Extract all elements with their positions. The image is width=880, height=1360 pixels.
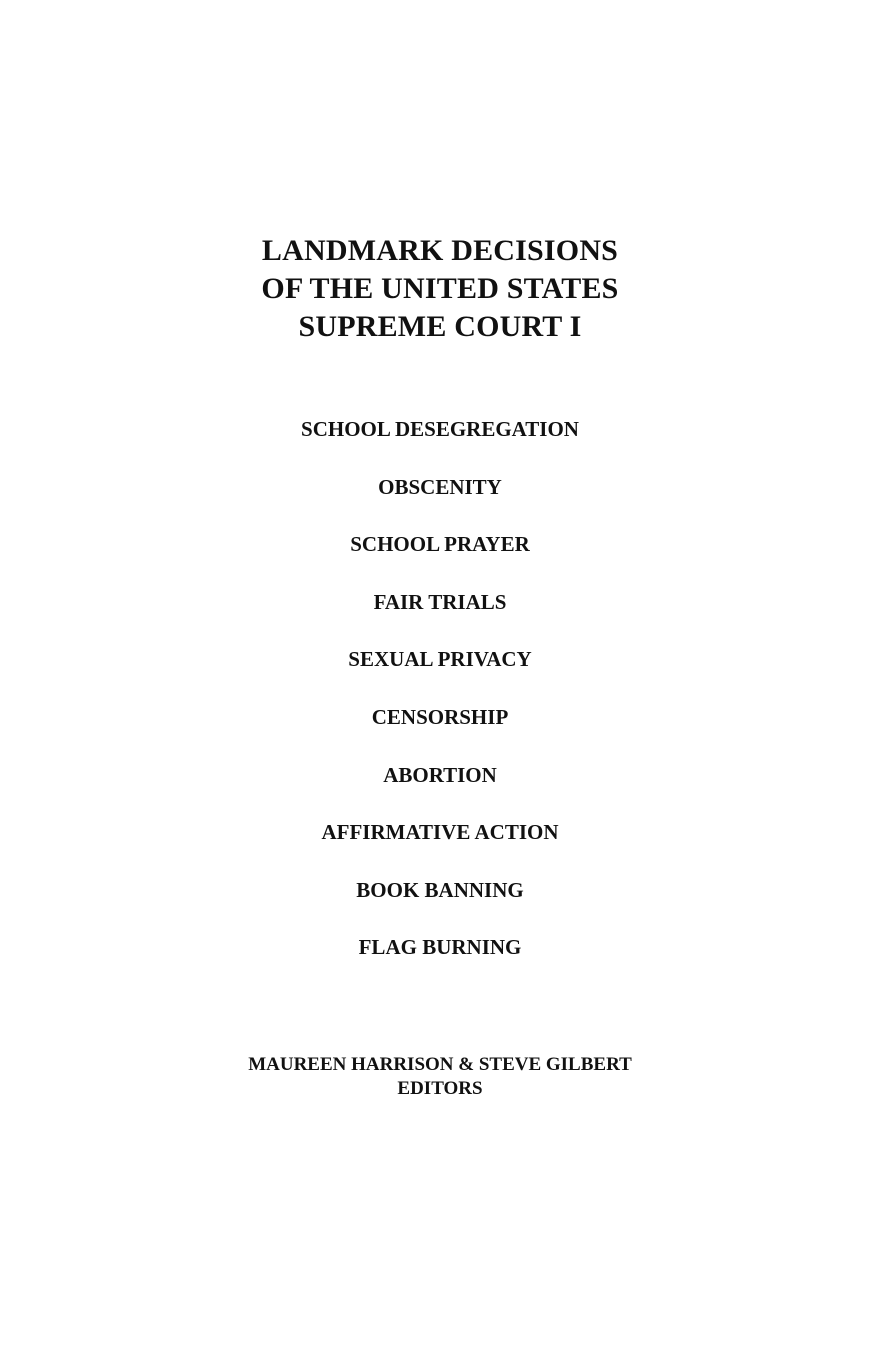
topic-flag-burning: FLAG BURNING (358, 935, 522, 960)
book-title-line-3: SUPREME COURT I (298, 310, 582, 343)
book-title-line-2: OF THE UNITED STATES (261, 272, 619, 305)
topic-school-prayer: SCHOOL PRAYER (350, 532, 530, 557)
topic-book-banning: BOOK BANNING (356, 877, 524, 902)
book-title (0, 232, 880, 346)
book-title-line-1: LANDMARK DECISIONS (261, 234, 619, 267)
topic-affirmative-action: AFFIRMATIVE ACTION (321, 820, 559, 845)
editors-role: EDITORS (397, 1078, 483, 1099)
topic-obscenity: OBSCENITY (378, 474, 502, 499)
topic-school-desegregation: SCHOOL DESEGREGATION (301, 417, 579, 441)
editors-credit (0, 1053, 880, 1101)
topic-censorship: CENSORSHIP (371, 704, 509, 729)
topic-sexual-privacy: SEXUAL PRIVACY (348, 647, 532, 672)
topic-fair-trials: FAIR TRIALS (373, 589, 507, 614)
topic-list (0, 414, 880, 990)
editors-names: MAUREEN HARRISON & STEVE GILBERT (248, 1054, 632, 1075)
topic-abortion: ABORTION (383, 762, 497, 787)
